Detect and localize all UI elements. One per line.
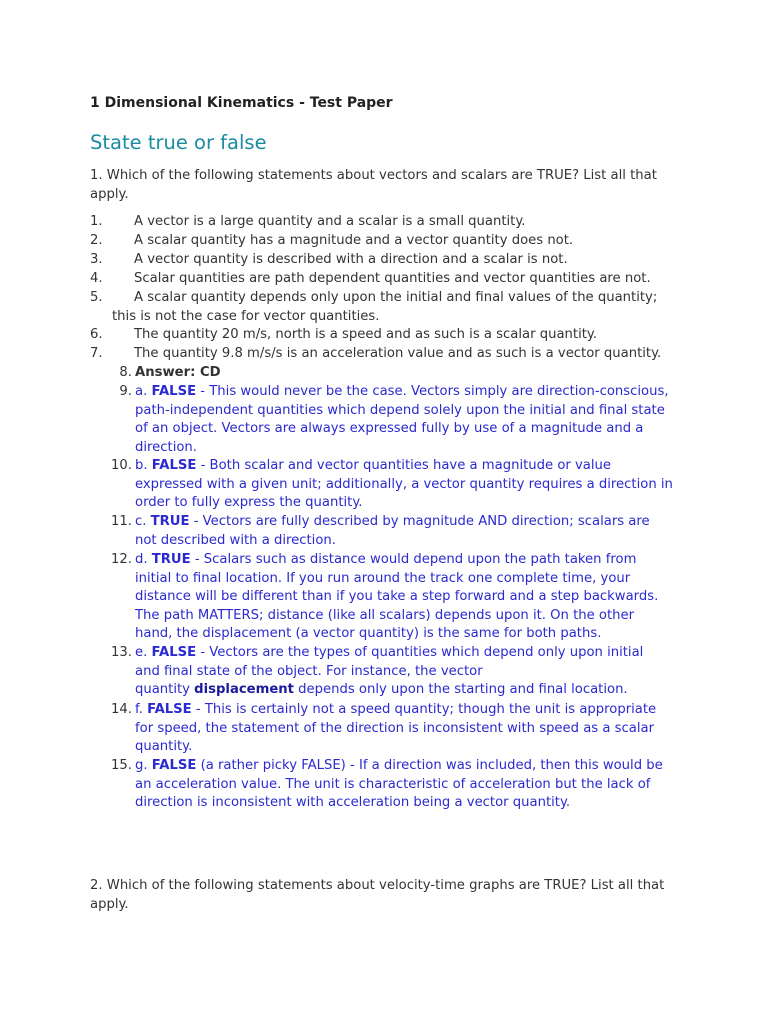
explanation-text: expressed with a given unit; additionally, a vector quantity requires a direction in: [135, 476, 673, 492]
explanation-text: - Vectors are the types of quantities which depend only upon initial: [196, 645, 644, 660]
list-number: 8.: [119, 365, 132, 380]
explanation-text: The path MATTERS; distance (like all scalars) depends upon it. On the other: [135, 607, 635, 623]
list-number: 12.: [111, 552, 132, 567]
option-number: 4.: [90, 271, 103, 286]
explanation-text: hand, the displacement (a vector quantity) is the same for both paths.: [135, 626, 602, 641]
explanation-letter: g.: [135, 758, 152, 773]
explanation-text: and final state of the object. For instance, the vector: [135, 663, 483, 679]
question-1-stem: [90, 167, 690, 204]
explanation-text: distance will be different than if you take a step forward and a step backwards.: [135, 589, 659, 604]
list-number: 14.: [111, 702, 132, 717]
question-1-stem-line-2: apply.: [90, 186, 129, 202]
verdict-label: TRUE: [151, 552, 191, 567]
list-number: 10.: [111, 458, 132, 473]
explanation-text: for speed, the statement of the direction is inconsistent with speed as a scalar: [135, 720, 655, 736]
option-text: A scalar quantity has a magnitude and a vector quantity does not.: [134, 233, 574, 248]
option-number: 2.: [90, 233, 103, 248]
explanation-text: initial to final location. If you run around the track one complete time, your: [135, 570, 631, 586]
explanation-letter: c.: [135, 514, 151, 529]
option-text: A scalar quantity depends only upon the initial and final values of the quantity;: [134, 290, 658, 305]
explanation-text: an acceleration value. The unit is characteristic of acceleration but the lack of: [135, 776, 651, 792]
explanation-letter: b.: [135, 458, 152, 473]
option-number: 5.: [90, 290, 103, 305]
answer-label: Answer: CD: [135, 365, 221, 380]
explanation-letter: f.: [135, 702, 148, 717]
explanation-text: - This would never be the case. Vectors simply are direction-conscious,: [196, 384, 669, 399]
explanation-text: order to fully express the quantity.: [135, 495, 363, 510]
explanation-text: depends only upon the starting and final location.: [293, 682, 628, 697]
verdict-label: FALSE: [151, 645, 197, 660]
list-number: 13.: [111, 645, 132, 660]
question-2-stem-line-2: apply.: [90, 896, 129, 912]
explanation-text: - This is certainly not a speed quantity; though the unit is appropriate: [191, 702, 657, 717]
option-text: A vector quantity is described with a direction and a scalar is not.: [134, 252, 568, 267]
option-number: 7.: [90, 346, 103, 361]
question-2-stem-line-1: 2. Which of the following statements about velocity-time graphs are TRUE? List all that: [90, 878, 665, 893]
verdict-label: TRUE: [150, 514, 190, 529]
verdict-label: FALSE: [147, 702, 192, 717]
option-text-continued: this is not the case for vector quantities.: [112, 308, 380, 324]
explanation-letter: d.: [135, 552, 152, 567]
explanation-text: path-independent quantities which depend solely upon the initial and final state: [135, 402, 665, 418]
keyword-displacement: displacement: [194, 682, 294, 697]
option-text: The quantity 9.8 m/s/s is an acceleration value and as such is a vector quantity.: [134, 346, 662, 361]
explanation-text: direction.: [135, 439, 197, 455]
list-number: 15.: [111, 758, 132, 773]
explanation-text: - Scalars such as distance would depend upon the path taken from: [190, 552, 637, 567]
option-text: Scalar quantities are path dependent quantities and vector quantities are not.: [134, 271, 651, 286]
verdict-label: FALSE: [151, 384, 197, 399]
section-heading: State true or false: [90, 131, 267, 154]
option-text: A vector is a large quantity and a scalar is a small quantity.: [134, 214, 526, 229]
option-text: The quantity 20 m/s, north is a speed and as such is a scalar quantity.: [134, 327, 598, 342]
explanation-letter: a.: [135, 384, 152, 399]
option-number: 3.: [90, 252, 103, 267]
explanation-letter: e.: [135, 645, 152, 660]
explanation-text: quantity.: [135, 739, 193, 754]
list-number: 11.: [111, 514, 132, 529]
explanation-text: not described with a direction.: [135, 532, 336, 548]
verdict-label: FALSE: [151, 458, 197, 473]
verdict-label: FALSE: [151, 758, 197, 773]
list-number: 9.: [119, 384, 132, 399]
option-number: 6.: [90, 327, 103, 342]
question-1-stem-line-1: 1. Which of the following statements about vectors and scalars are TRUE? List all that: [90, 168, 657, 183]
explanation-text: - Vectors are fully described by magnitude AND direction; scalars are: [189, 514, 650, 529]
explanation-text: direction is inconsistent with acceleration being a vector quantity.: [135, 795, 571, 810]
option-number: 1.: [90, 214, 103, 229]
document-title: 1 Dimensional Kinematics - Test Paper: [90, 95, 393, 111]
explanation-text: quantity: [135, 682, 195, 697]
explanation-text: (a rather picky FALSE) - If a direction was included, then this would be: [196, 758, 663, 773]
explanation-text: - Both scalar and vector quantities have a magnitude or value: [196, 458, 612, 473]
explanation-text: of an object. Vectors are always expressed fully by use of a magnitude and a: [135, 421, 644, 436]
question-2-stem: [90, 877, 690, 914]
